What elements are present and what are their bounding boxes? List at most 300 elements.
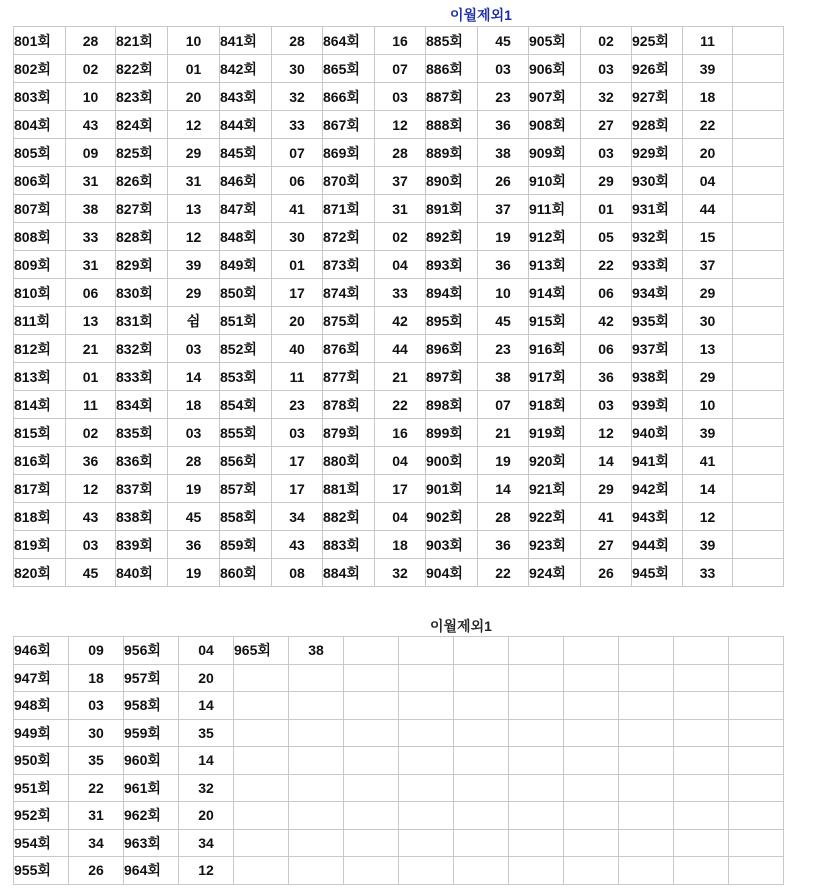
- round-label: 914회: [529, 279, 581, 307]
- empty-cell: [344, 857, 399, 885]
- table-row: [14, 447, 784, 475]
- table-row: [14, 279, 784, 307]
- round-label: 814회: [14, 391, 66, 419]
- highlighted-number-cell: 18: [168, 391, 220, 419]
- empty-cell: [733, 559, 784, 587]
- number-cell: 11: [683, 27, 733, 55]
- number-cell: 09: [66, 139, 116, 167]
- round-label: 822회: [116, 55, 168, 83]
- number-cell: 22: [683, 111, 733, 139]
- empty-cell: [733, 363, 784, 391]
- round-label: 923회: [529, 531, 581, 559]
- empty-cell: [454, 774, 509, 802]
- round-label: 830회: [116, 279, 168, 307]
- number-cell: 26: [581, 559, 632, 587]
- empty-cell: [289, 857, 344, 885]
- table-row: [14, 83, 784, 111]
- number-cell: 28: [375, 139, 426, 167]
- round-label: 854회: [220, 391, 272, 419]
- empty-cell: [399, 857, 454, 885]
- empty-cell: [729, 719, 784, 747]
- highlighted-number-cell: 06: [581, 335, 632, 363]
- number-cell: 30: [69, 719, 124, 747]
- round-label: 952회: [14, 802, 69, 830]
- round-label: 852회: [220, 335, 272, 363]
- number-cell: 12: [581, 419, 632, 447]
- empty-cell: [564, 692, 619, 720]
- round-label: 937회: [632, 335, 683, 363]
- number-cell: 07: [478, 391, 529, 419]
- number-cell: 36: [478, 531, 529, 559]
- round-label: 926회: [632, 55, 683, 83]
- table-row: [14, 27, 784, 55]
- empty-cell: [234, 719, 289, 747]
- number-cell: 13: [66, 307, 116, 335]
- round-label: 883회: [323, 531, 375, 559]
- round-label: 901회: [426, 475, 478, 503]
- table-row: [14, 531, 784, 559]
- round-label: 832회: [116, 335, 168, 363]
- table-row: [14, 167, 784, 195]
- empty-cell: [733, 167, 784, 195]
- empty-cell: [454, 829, 509, 857]
- number-cell: 14: [478, 475, 529, 503]
- number-cell: 03: [69, 692, 124, 720]
- round-label: 922회: [529, 503, 581, 531]
- round-label: 880회: [323, 447, 375, 475]
- table-row: [14, 829, 784, 857]
- round-label: 867회: [323, 111, 375, 139]
- number-cell: 43: [272, 531, 323, 559]
- number-cell: 27: [581, 531, 632, 559]
- empty-cell: [674, 829, 729, 857]
- round-label: 919회: [529, 419, 581, 447]
- round-label: 801회: [14, 27, 66, 55]
- round-label: 941회: [632, 447, 683, 475]
- round-label: 845회: [220, 139, 272, 167]
- empty-cell: [399, 747, 454, 775]
- number-cell: 01: [66, 363, 116, 391]
- round-label: 871회: [323, 195, 375, 223]
- number-cell: 06: [272, 167, 323, 195]
- empty-cell: [564, 829, 619, 857]
- number-cell: 38: [478, 363, 529, 391]
- round-label: 893회: [426, 251, 478, 279]
- empty-cell: [234, 802, 289, 830]
- number-cell: 02: [581, 27, 632, 55]
- number-cell: 30: [272, 223, 323, 251]
- round-number-table-1: [13, 26, 784, 587]
- table-row: [14, 195, 784, 223]
- empty-cell: [619, 719, 674, 747]
- number-cell: 04: [683, 167, 733, 195]
- empty-cell: [733, 335, 784, 363]
- number-cell: 10: [168, 27, 220, 55]
- empty-cell: [729, 637, 784, 665]
- number-cell: 36: [478, 111, 529, 139]
- empty-cell: [619, 802, 674, 830]
- round-label: 949회: [14, 719, 69, 747]
- highlighted-number-cell: 21: [478, 419, 529, 447]
- round-label: 865회: [323, 55, 375, 83]
- round-label: 853회: [220, 363, 272, 391]
- empty-cell: [619, 829, 674, 857]
- round-label: 870회: [323, 167, 375, 195]
- table2-title: 이월제외1: [430, 618, 492, 634]
- round-label: 932회: [632, 223, 683, 251]
- number-cell: 14: [683, 475, 733, 503]
- table-row: [14, 719, 784, 747]
- round-label: 957회: [124, 664, 179, 692]
- round-label: 930회: [632, 167, 683, 195]
- highlighted-number-cell: 09: [69, 637, 124, 665]
- empty-cell: [674, 802, 729, 830]
- number-cell: 31: [168, 167, 220, 195]
- number-cell: 07: [375, 55, 426, 83]
- round-label: 840회: [116, 559, 168, 587]
- number-cell: 29: [581, 167, 632, 195]
- round-label: 925회: [632, 27, 683, 55]
- number-cell: 03: [272, 419, 323, 447]
- empty-cell: [509, 829, 564, 857]
- number-cell: 45: [478, 27, 529, 55]
- round-label: 825회: [116, 139, 168, 167]
- table-row: [14, 503, 784, 531]
- table-row: [14, 747, 784, 775]
- round-label: 821회: [116, 27, 168, 55]
- number-cell: 18: [683, 83, 733, 111]
- number-cell: 32: [179, 774, 234, 802]
- number-cell: 03: [168, 335, 220, 363]
- table-row: [14, 139, 784, 167]
- round-label: 920회: [529, 447, 581, 475]
- round-label: 955회: [14, 857, 69, 885]
- empty-cell: [619, 637, 674, 665]
- round-label: 829회: [116, 251, 168, 279]
- round-label: 815회: [14, 419, 66, 447]
- round-label: 910회: [529, 167, 581, 195]
- highlighted-number-cell: 08: [272, 559, 323, 587]
- number-cell: 37: [375, 167, 426, 195]
- number-cell: 20: [272, 307, 323, 335]
- number-cell: 28: [478, 503, 529, 531]
- number-cell: 36: [168, 531, 220, 559]
- round-label: 945회: [632, 559, 683, 587]
- empty-cell: [289, 802, 344, 830]
- round-label: 946회: [14, 637, 69, 665]
- round-label: 838회: [116, 503, 168, 531]
- table-row: [14, 391, 784, 419]
- number-cell: 04: [375, 447, 426, 475]
- empty-cell: [399, 802, 454, 830]
- empty-cell: [733, 195, 784, 223]
- number-cell: 40: [272, 335, 323, 363]
- round-label: 891회: [426, 195, 478, 223]
- empty-cell: [564, 664, 619, 692]
- round-label: 858회: [220, 503, 272, 531]
- round-label: 813회: [14, 363, 66, 391]
- empty-cell: [733, 391, 784, 419]
- empty-cell: [344, 774, 399, 802]
- empty-cell: [344, 719, 399, 747]
- table-row: [14, 664, 784, 692]
- number-cell: 29: [683, 279, 733, 307]
- empty-cell: [733, 223, 784, 251]
- empty-cell: [454, 719, 509, 747]
- table-row: [14, 251, 784, 279]
- number-cell: 13: [168, 195, 220, 223]
- round-label: 962회: [124, 802, 179, 830]
- table-row: [14, 692, 784, 720]
- empty-cell: [344, 747, 399, 775]
- round-label: 860회: [220, 559, 272, 587]
- empty-cell: [733, 307, 784, 335]
- empty-cell: [733, 111, 784, 139]
- round-label: 811회: [14, 307, 66, 335]
- number-cell: 33: [375, 279, 426, 307]
- round-label: 837회: [116, 475, 168, 503]
- number-cell: 37: [478, 195, 529, 223]
- number-cell: 31: [375, 195, 426, 223]
- number-cell: 20: [168, 83, 220, 111]
- round-label: 855회: [220, 419, 272, 447]
- round-label: 929회: [632, 139, 683, 167]
- round-label: 954회: [14, 829, 69, 857]
- empty-cell: [509, 719, 564, 747]
- round-label: 915회: [529, 307, 581, 335]
- number-cell: 35: [69, 747, 124, 775]
- number-cell: 41: [581, 503, 632, 531]
- empty-cell: [674, 774, 729, 802]
- empty-cell: [733, 531, 784, 559]
- empty-cell: [289, 692, 344, 720]
- number-cell: 22: [581, 251, 632, 279]
- empty-cell: [234, 692, 289, 720]
- round-label: 921회: [529, 475, 581, 503]
- round-label: 833회: [116, 363, 168, 391]
- number-cell: 02: [66, 55, 116, 83]
- number-cell: 14: [168, 363, 220, 391]
- round-label: 958회: [124, 692, 179, 720]
- empty-cell: [509, 692, 564, 720]
- number-cell: 20: [179, 802, 234, 830]
- number-cell: 16: [375, 419, 426, 447]
- round-label: 933회: [632, 251, 683, 279]
- round-label: 804회: [14, 111, 66, 139]
- round-label: 831회: [116, 307, 168, 335]
- round-label: 866회: [323, 83, 375, 111]
- round-label: 935회: [632, 307, 683, 335]
- number-cell: 31: [66, 251, 116, 279]
- number-cell: 29: [581, 475, 632, 503]
- empty-cell: [399, 719, 454, 747]
- table-row: [14, 363, 784, 391]
- number-cell: 14: [581, 447, 632, 475]
- number-cell: 29: [683, 363, 733, 391]
- number-cell: 01: [272, 251, 323, 279]
- number-cell: 04: [179, 637, 234, 665]
- number-cell: 23: [478, 335, 529, 363]
- round-label: 881회: [323, 475, 375, 503]
- empty-cell: [399, 664, 454, 692]
- empty-cell: [619, 747, 674, 775]
- number-cell: 04: [375, 503, 426, 531]
- round-label: 896회: [426, 335, 478, 363]
- empty-cell: [729, 692, 784, 720]
- number-cell: 03: [168, 419, 220, 447]
- round-label: 886회: [426, 55, 478, 83]
- number-cell: 33: [66, 223, 116, 251]
- number-cell: 19: [478, 447, 529, 475]
- number-cell: 19: [168, 475, 220, 503]
- table-row: [14, 419, 784, 447]
- number-cell: 39: [683, 531, 733, 559]
- empty-cell: [344, 637, 399, 665]
- round-label: 943회: [632, 503, 683, 531]
- empty-cell: [234, 857, 289, 885]
- number-cell: 07: [272, 139, 323, 167]
- round-label: 960회: [124, 747, 179, 775]
- highlighted-number-cell: 31: [66, 167, 116, 195]
- empty-cell: [564, 637, 619, 665]
- round-label: 904회: [426, 559, 478, 587]
- number-cell: 32: [272, 83, 323, 111]
- number-cell: 20: [179, 664, 234, 692]
- highlighted-number-cell: 05: [581, 223, 632, 251]
- empty-cell: [454, 637, 509, 665]
- number-cell: 10: [478, 279, 529, 307]
- round-label: 956회: [124, 637, 179, 665]
- round-label: 802회: [14, 55, 66, 83]
- number-cell: 21: [375, 363, 426, 391]
- round-label: 834회: [116, 391, 168, 419]
- empty-cell: [564, 719, 619, 747]
- number-cell: 39: [683, 55, 733, 83]
- number-cell: 17: [272, 447, 323, 475]
- number-cell: 06: [581, 279, 632, 307]
- round-label: 905회: [529, 27, 581, 55]
- round-label: 841회: [220, 27, 272, 55]
- number-cell: 12: [179, 857, 234, 885]
- number-cell: 12: [168, 111, 220, 139]
- number-cell: 18: [69, 664, 124, 692]
- empty-cell: [564, 774, 619, 802]
- number-cell: 19: [478, 223, 529, 251]
- round-label: 906회: [529, 55, 581, 83]
- round-label: 917회: [529, 363, 581, 391]
- number-cell: 34: [272, 503, 323, 531]
- number-cell: 03: [581, 55, 632, 83]
- round-label: 964회: [124, 857, 179, 885]
- empty-cell: [234, 664, 289, 692]
- round-label: 836회: [116, 447, 168, 475]
- number-cell: 03: [66, 531, 116, 559]
- round-label: 931회: [632, 195, 683, 223]
- highlighted-number-cell: 26: [69, 857, 124, 885]
- number-cell: 45: [168, 503, 220, 531]
- round-label: 839회: [116, 531, 168, 559]
- number-cell: 01: [581, 195, 632, 223]
- empty-cell: [509, 802, 564, 830]
- number-cell: 42: [581, 307, 632, 335]
- number-cell: 17: [272, 475, 323, 503]
- empty-cell: [289, 719, 344, 747]
- number-cell: 03: [581, 139, 632, 167]
- empty-cell: [729, 857, 784, 885]
- round-label: 842회: [220, 55, 272, 83]
- round-label: 817회: [14, 475, 66, 503]
- round-label: 892회: [426, 223, 478, 251]
- round-label: 897회: [426, 363, 478, 391]
- round-label: 820회: [14, 559, 66, 587]
- round-label: 900회: [426, 447, 478, 475]
- round-label: 924회: [529, 559, 581, 587]
- number-cell: 22: [69, 774, 124, 802]
- round-label: 951회: [14, 774, 69, 802]
- number-cell: 37: [683, 251, 733, 279]
- round-label: 807회: [14, 195, 66, 223]
- number-cell: 35: [179, 719, 234, 747]
- number-cell: 23: [272, 391, 323, 419]
- round-label: 947회: [14, 664, 69, 692]
- empty-cell: [729, 774, 784, 802]
- round-label: 827회: [116, 195, 168, 223]
- table-row: [14, 475, 784, 503]
- empty-cell: [289, 664, 344, 692]
- highlighted-number-cell: 13: [683, 335, 733, 363]
- round-label: 843회: [220, 83, 272, 111]
- empty-cell: [399, 829, 454, 857]
- round-label: 916회: [529, 335, 581, 363]
- round-label: 849회: [220, 251, 272, 279]
- empty-cell: [733, 503, 784, 531]
- number-cell: 11: [272, 363, 323, 391]
- round-label: 887회: [426, 83, 478, 111]
- number-cell: 30: [683, 307, 733, 335]
- number-cell: 23: [478, 83, 529, 111]
- number-cell: 12: [375, 111, 426, 139]
- number-cell: 03: [581, 391, 632, 419]
- number-cell: 32: [375, 559, 426, 587]
- empty-cell: [289, 829, 344, 857]
- round-label: 882회: [323, 503, 375, 531]
- empty-cell: [619, 857, 674, 885]
- round-label: 857회: [220, 475, 272, 503]
- round-label: 850회: [220, 279, 272, 307]
- round-label: 876회: [323, 335, 375, 363]
- round-label: 961회: [124, 774, 179, 802]
- number-cell: 41: [272, 195, 323, 223]
- round-label: 889회: [426, 139, 478, 167]
- number-cell: 19: [168, 559, 220, 587]
- number-cell: 10: [683, 391, 733, 419]
- round-label: 898회: [426, 391, 478, 419]
- round-label: 890회: [426, 167, 478, 195]
- round-label: 835회: [116, 419, 168, 447]
- number-cell: 12: [683, 503, 733, 531]
- empty-cell: [399, 692, 454, 720]
- round-label: 812회: [14, 335, 66, 363]
- number-cell: 43: [66, 503, 116, 531]
- round-label: 874회: [323, 279, 375, 307]
- round-label: 844회: [220, 111, 272, 139]
- table-row: [14, 307, 784, 335]
- round-label: 948회: [14, 692, 69, 720]
- empty-cell: [619, 692, 674, 720]
- round-label: 846회: [220, 167, 272, 195]
- round-label: 848회: [220, 223, 272, 251]
- number-cell: 21: [66, 335, 116, 363]
